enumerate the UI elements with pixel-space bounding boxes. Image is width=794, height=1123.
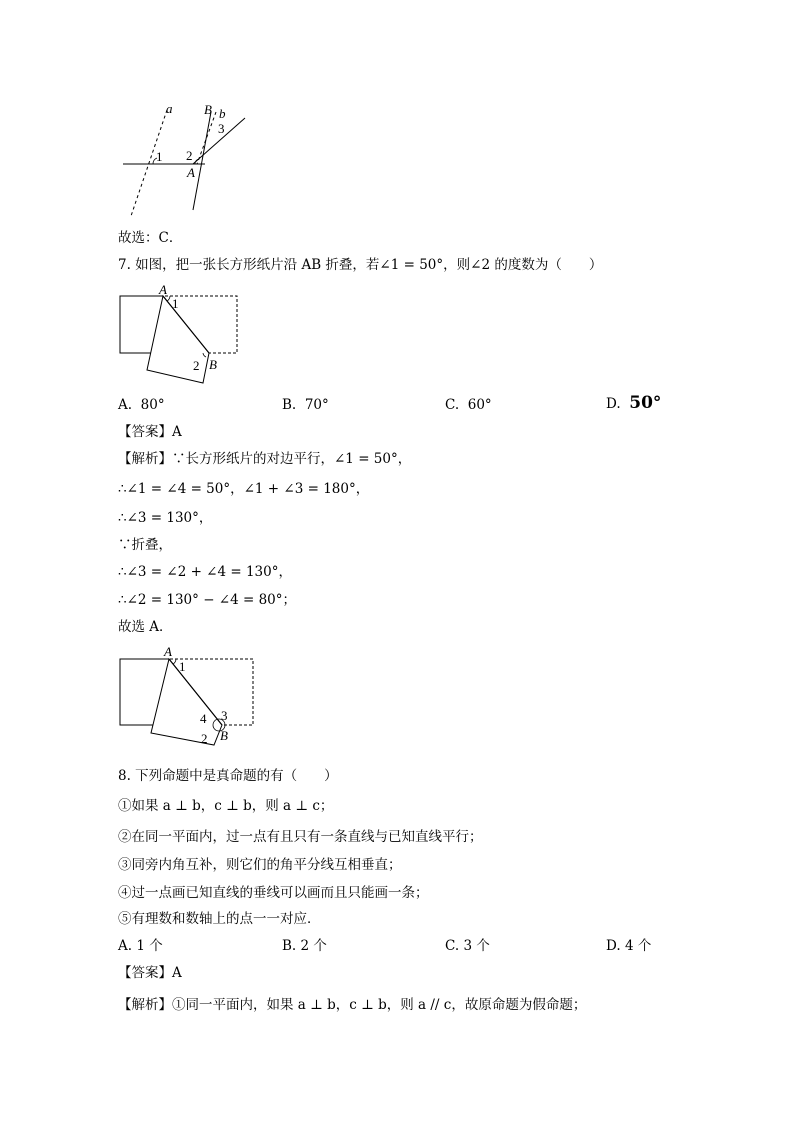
label-1: 1 <box>156 149 163 164</box>
q8-answer: 【答案】A <box>118 965 182 981</box>
label-2: 2 <box>186 148 193 163</box>
label-B: B <box>204 102 212 117</box>
q7s-label-A: A <box>164 644 172 659</box>
q7-answer: 【答案】A <box>118 424 182 440</box>
q7-option-d: D. 50° <box>606 393 662 413</box>
q7-analysis-line: 故选 A． <box>118 619 173 635</box>
q7-solution-figure <box>115 644 260 749</box>
q7s-label-B: B <box>220 728 228 743</box>
q7-label-2: 2 <box>193 358 200 373</box>
q7-option-a: A. 80° <box>118 397 165 413</box>
q8-analysis-line: 【解析】①同一平面内，如果 a ⊥ b，c ⊥ b，则 a // c，故原命题为假命题； <box>118 997 587 1013</box>
q7-label-B: B <box>209 357 217 372</box>
label-3: 3 <box>218 121 225 136</box>
q7-label-A: A <box>159 283 167 297</box>
q8-option-d: D. 4 个 <box>606 938 652 954</box>
label-b: b <box>219 106 226 121</box>
q7s-label-4: 4 <box>200 711 207 726</box>
q7-option-b: B. 70° <box>282 397 329 413</box>
q7-analysis-line: ∴∠2 = 130° − ∠4 = 80°； <box>118 592 297 608</box>
q8-item: ③同旁内角互补，则它们的角平分线互相垂直； <box>118 857 402 873</box>
q8-stem: 8. 下列命题中是真命题的有（ ） <box>118 768 338 784</box>
q7-analysis-line: ∴∠3 = 130°， <box>118 510 213 526</box>
q7-figure <box>115 283 245 388</box>
label-A: A <box>187 165 195 180</box>
q7-stem: 7. 如图，把一张长方形纸片沿 AB 折叠，若∠1 = 50°，则∠2 的度数为（ ） <box>118 257 603 273</box>
q7-analysis-line: 【解析】∵长方形纸片的对边平行，∠1 = 50°， <box>118 451 412 467</box>
q7-label-1: 1 <box>172 296 179 311</box>
q8-item: ①如果 a ⊥ b，c ⊥ b，则 a ⊥ c； <box>118 798 334 814</box>
q8-option-b: B. 2 个 <box>282 938 327 954</box>
q8-option-c: C. 3 个 <box>445 938 490 954</box>
q7-analysis-line: ∴∠3 = ∠2 + ∠4 = 130°， <box>118 564 292 580</box>
q8-item: ⑤有理数和数轴上的点一一对应． <box>118 911 321 927</box>
q7s-label-2: 2 <box>201 731 208 746</box>
q8-item: ②在同一平面内，过一点有且只有一条直线与已知直线平行； <box>118 829 483 845</box>
q7-analysis-line: ∵折叠， <box>118 537 172 553</box>
q8-item: ④过一点画已知直线的垂线可以画而且只能画一条； <box>118 885 429 901</box>
figure-parallel-lines <box>115 100 255 220</box>
q7s-label-3: 3 <box>221 708 228 723</box>
q7s-label-1: 1 <box>179 659 186 674</box>
label-a: a <box>166 101 173 116</box>
q8-option-a: A. 1 个 <box>118 938 163 954</box>
q7-analysis-line: ∴∠1 = ∠4 = 50°，∠1 + ∠3 = 180°， <box>118 481 370 497</box>
previous-answer: 故选：C． <box>118 230 183 246</box>
q7-option-c: C. 60° <box>445 397 492 413</box>
